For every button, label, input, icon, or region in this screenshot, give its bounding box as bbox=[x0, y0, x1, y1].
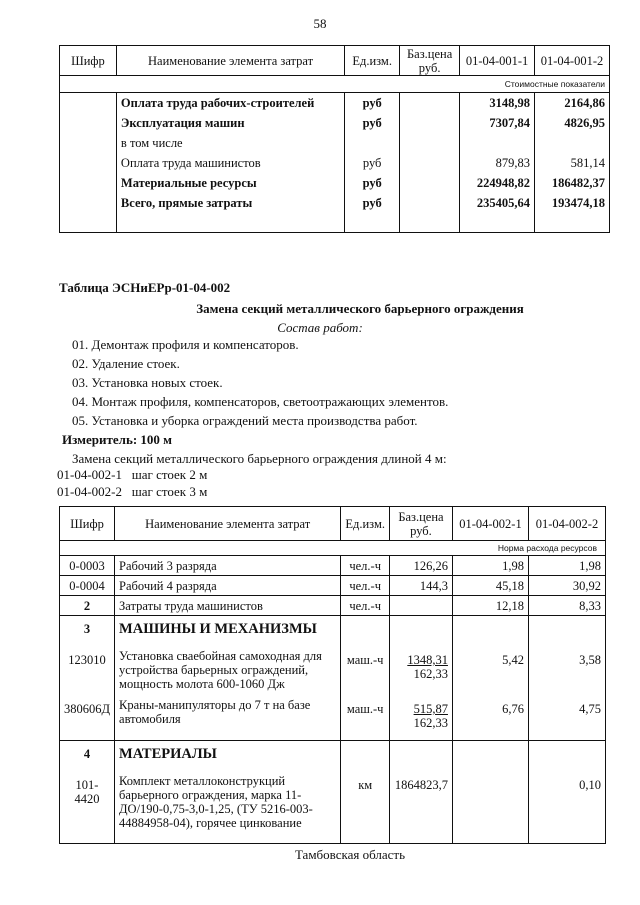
row-value-2: 0,10 bbox=[579, 778, 601, 792]
header-col2: 01-04-002-2 bbox=[528, 507, 605, 541]
work-item: 01. Демонтаж профиля и компенсаторов. bbox=[72, 337, 299, 352]
row-value-2: 30,92 bbox=[528, 576, 605, 596]
header-col1: 01-04-001-1 bbox=[460, 46, 535, 76]
row-price bbox=[389, 596, 452, 616]
resource-table bbox=[59, 506, 606, 844]
page-number: 58 bbox=[313, 16, 327, 31]
header-base-price: Баз.цена руб. bbox=[389, 507, 452, 541]
materials-section bbox=[60, 741, 606, 844]
machine-price: 515,87 bbox=[413, 702, 448, 716]
row-name: Установка сваебойная самоходная для устройства барьерных ограждений, мощность молота 600-1060 Дж bbox=[119, 649, 322, 691]
row-code: 0-0003 bbox=[60, 556, 115, 576]
row-code: 380606Д bbox=[64, 702, 111, 716]
row-value-2: 193474,18 bbox=[535, 193, 610, 233]
table-row bbox=[60, 556, 606, 576]
row-unit: чел.-ч bbox=[341, 596, 390, 616]
row-value-1: 3148,98 bbox=[460, 93, 535, 114]
row-name: Комплект металлоконструкций барьерного ограждения, марка 11-ДО/190-0,75-3,0-1,25, (ТУ 5216-003-44884958-04), горячее цинкование bbox=[119, 774, 313, 830]
row-price: 144,3 bbox=[389, 576, 452, 596]
cost-indicators-row bbox=[60, 76, 610, 93]
table-row bbox=[60, 133, 610, 153]
table-row bbox=[60, 576, 606, 596]
row-value-1: 7307,84 bbox=[460, 113, 535, 133]
row-value-2: 4826,95 bbox=[535, 113, 610, 133]
footer-region: Тамбовская область bbox=[294, 847, 406, 862]
work-item: 04. Монтаж профиля, компенсаторов, светоотражающих элементов. bbox=[72, 394, 449, 409]
header-name: Наименование элемента затрат bbox=[115, 507, 341, 541]
row-unit: руб bbox=[345, 113, 400, 133]
row-code: 101-4420 bbox=[74, 778, 100, 806]
header-col2: 01-04-001-2 bbox=[535, 46, 610, 76]
section-code: 3 bbox=[83, 622, 91, 636]
operator-price: 162,33 bbox=[413, 667, 448, 681]
row-value-2: 2164,86 bbox=[535, 93, 610, 114]
table-row bbox=[60, 153, 610, 173]
section-title: МАТЕРИАЛЫ bbox=[119, 746, 217, 762]
row-unit: маш.-ч bbox=[346, 702, 384, 716]
cost-indicators-label: Стоимостные показатели bbox=[60, 76, 610, 93]
row-value-1: 879,83 bbox=[460, 153, 535, 173]
row-name: Затраты труда машинистов bbox=[115, 596, 341, 616]
machine-price: 1348,31 bbox=[407, 653, 448, 667]
table-row bbox=[60, 193, 610, 233]
row-name: Всего, прямые затраты bbox=[116, 193, 344, 233]
row-value-1: 45,18 bbox=[452, 576, 528, 596]
variant-line: 01-04-002-2 шаг стоек 3 м bbox=[57, 484, 208, 499]
work-item: 05. Установка и уборка ограждений места производства работ. bbox=[72, 413, 418, 428]
norm-row bbox=[60, 541, 606, 556]
work-composition-title: Состав работ: bbox=[277, 320, 363, 335]
table-header-row bbox=[60, 46, 610, 76]
row-unit: км bbox=[358, 778, 373, 792]
header-base-price: Баз.цена руб. bbox=[400, 46, 460, 76]
row-value-1: 224948,82 bbox=[460, 173, 535, 193]
header-code: Шифр bbox=[60, 507, 115, 541]
header-unit: Ед.изм. bbox=[341, 507, 390, 541]
row-code: 0-0004 bbox=[60, 576, 115, 596]
row-value-2: 8,33 bbox=[528, 596, 605, 616]
table-row bbox=[60, 113, 610, 133]
row-name: Оплата труда рабочих-строителей bbox=[116, 93, 344, 114]
machines-section bbox=[60, 616, 606, 741]
row-unit: маш.-ч bbox=[346, 653, 384, 667]
row-name: Краны-манипуляторы до 7 т на базе автомобиля bbox=[119, 698, 311, 726]
row-value-1: 1,98 bbox=[452, 556, 528, 576]
variant-line: 01-04-002-1 шаг стоек 2 м bbox=[57, 467, 208, 482]
row-name: Оплата труда машинистов bbox=[116, 153, 344, 173]
row-unit: руб bbox=[345, 193, 400, 233]
row-unit: руб bbox=[345, 173, 400, 193]
header-code: Шифр bbox=[60, 46, 117, 76]
table-subtitle: Замена секций металлического барьерного ограждения bbox=[196, 301, 524, 316]
row-unit: руб bbox=[345, 153, 400, 173]
row-unit: руб bbox=[345, 93, 400, 114]
table-header-row bbox=[60, 507, 606, 541]
row-name: Материальные ресурсы bbox=[116, 173, 344, 193]
row-price: 1864823,7 bbox=[394, 778, 448, 792]
row-value-2: 4,75 bbox=[579, 702, 601, 716]
row-unit: чел.-ч bbox=[341, 576, 390, 596]
row-value-2: 186482,37 bbox=[535, 173, 610, 193]
table-title: Таблица ЭСНиЕРр-01-04-002 bbox=[59, 280, 231, 295]
row-code: 123010 bbox=[68, 653, 106, 667]
row-value-2: 1,98 bbox=[528, 556, 605, 576]
row-name: Рабочий 4 разряда bbox=[115, 576, 341, 596]
row-value-1: 235405,64 bbox=[460, 193, 535, 233]
row-value-1: 12,18 bbox=[452, 596, 528, 616]
row-value-2: 3,58 bbox=[579, 653, 601, 667]
operator-price: 162,33 bbox=[413, 716, 448, 730]
row-name: Эксплуатация машин bbox=[116, 113, 344, 133]
header-name: Наименование элемента затрат bbox=[116, 46, 344, 76]
work-item: 02. Удаление стоек. bbox=[72, 356, 180, 371]
meter-label: Измеритель: 100 м bbox=[62, 432, 173, 447]
row-name: Рабочий 3 разряда bbox=[115, 556, 341, 576]
row-price: 126,26 bbox=[389, 556, 452, 576]
table-row bbox=[60, 93, 610, 114]
header-col1: 01-04-002-1 bbox=[452, 507, 528, 541]
cost-table bbox=[59, 45, 610, 233]
row-value-2: 581,14 bbox=[535, 153, 610, 173]
header-unit: Ед.изм. bbox=[345, 46, 400, 76]
row-name: в том числе bbox=[116, 133, 344, 153]
row-value-1: 5,42 bbox=[502, 653, 524, 667]
row-code: 2 bbox=[60, 596, 115, 616]
table-row bbox=[60, 173, 610, 193]
table-row bbox=[60, 596, 606, 616]
section-title: МАШИНЫ И МЕХАНИЗМЫ bbox=[119, 621, 317, 637]
section-code: 4 bbox=[83, 747, 91, 761]
row-value-1: 6,76 bbox=[502, 702, 524, 716]
norm-label: Норма расхода ресурсов bbox=[60, 541, 606, 556]
description: Замена секций металлического барьерного ограждения длиной 4 м: bbox=[72, 451, 447, 466]
row-unit: чел.-ч bbox=[341, 556, 390, 576]
work-item: 03. Установка новых стоек. bbox=[72, 375, 223, 390]
